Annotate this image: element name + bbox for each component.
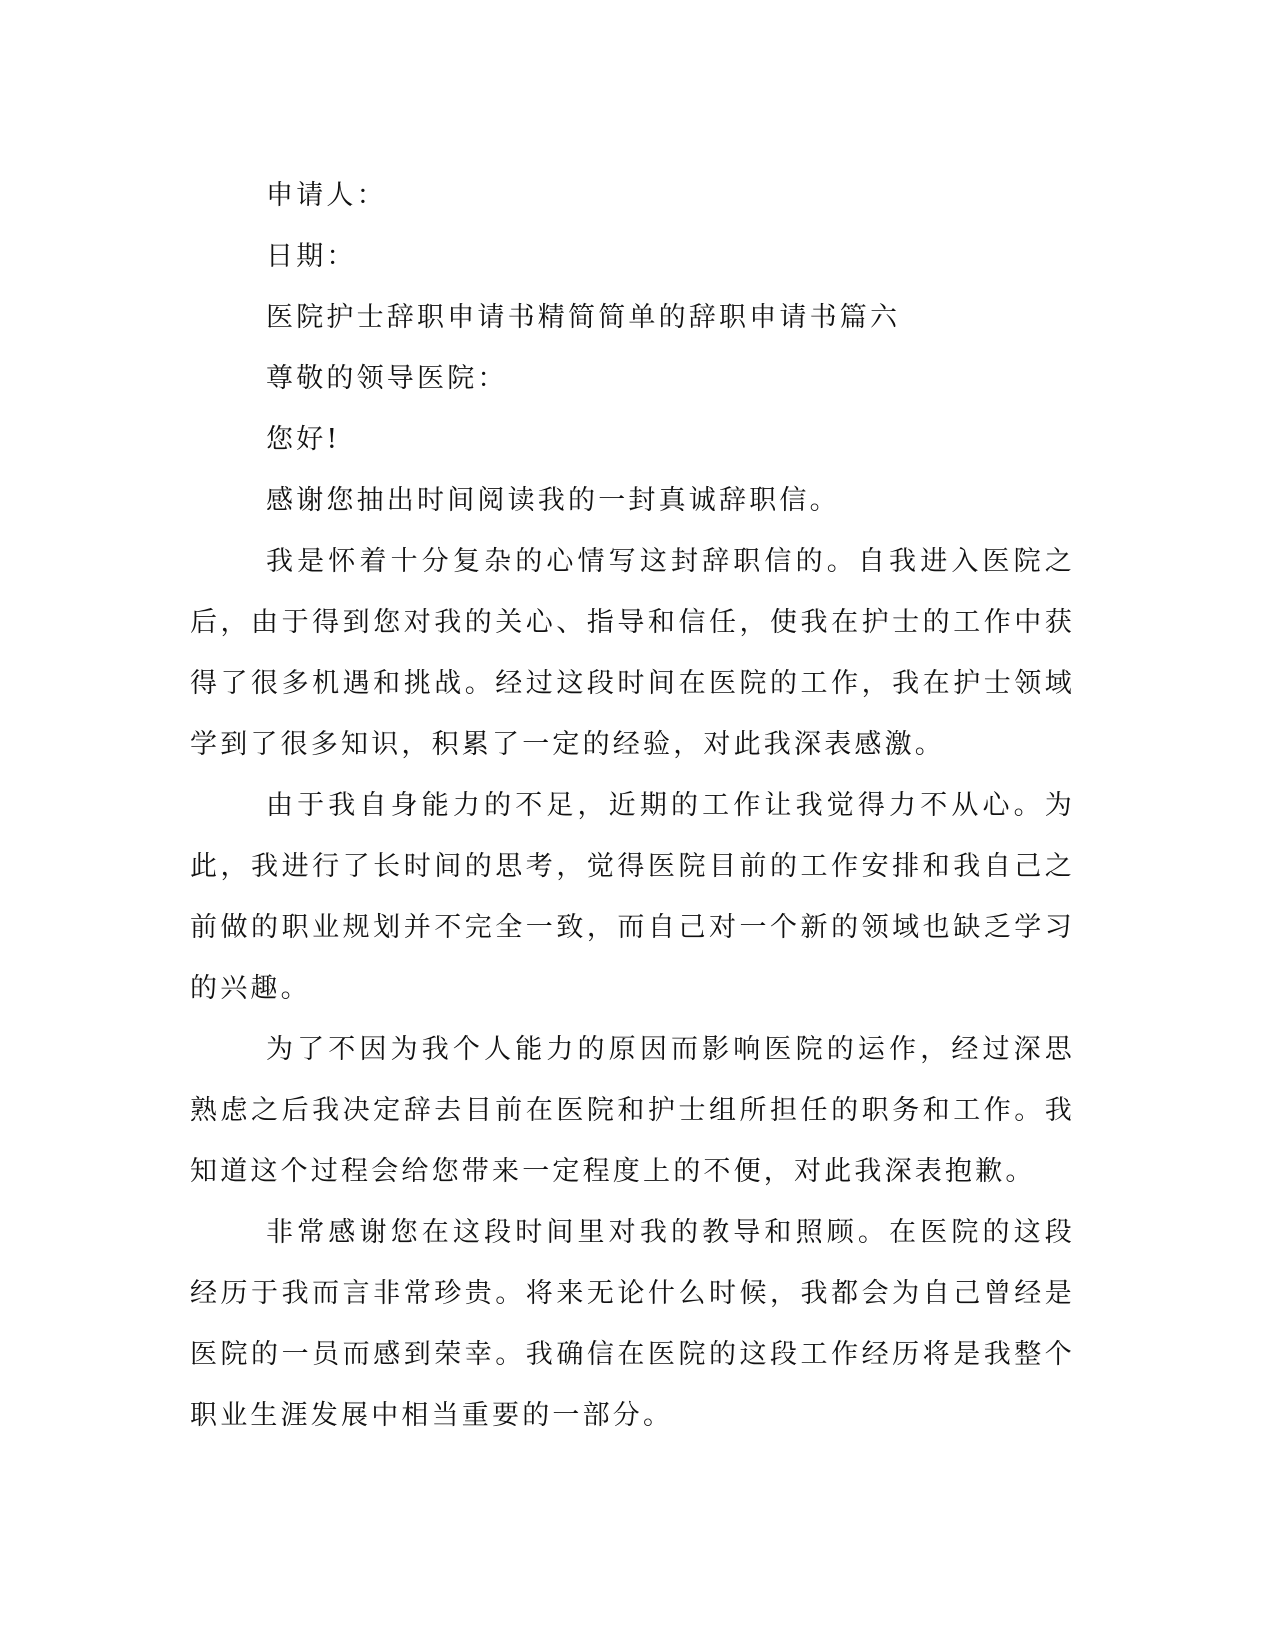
letter-body: [190, 165, 1075, 1446]
paragraph: 我是怀着十分复杂的心情写这封辞职信的。自我进入医院之后，由于得到您对我的关心、指导和信任，使我在护士的工作中获得了很多机遇和挑战。经过这段时间在医院的工作，我在护士领域学到了很多知识，积累了一定的经验，对此我深表感激。: [190, 546, 1075, 760]
paragraph: 非常感谢您在这段时间里对我的教导和照顾。在医院的这段经历于我而言非常珍贵。将来无论什么时候，我都会为自己曾经是医院的一员而感到荣幸。我确信在医院的这段工作经历将是我整个职业生涯发展中相当重要的一部分。: [190, 1217, 1075, 1431]
letter-heading: 医院护士辞职申请书精简简单的辞职申请书篇六: [266, 302, 901, 333]
salutation: 尊敬的领导医院：: [266, 363, 508, 394]
paragraph: 由于我自身能力的不足，近期的工作让我觉得力不从心。为此，我进行了长时间的思考，觉得医院目前的工作安排和我自己之前做的职业规划并不完全一致，而自己对一个新的领域也缺乏学习的兴趣。: [190, 790, 1075, 1004]
applicant-label: 申请人：: [266, 180, 387, 211]
date-label: 日期：: [266, 241, 357, 272]
intro-sentence: 感谢您抽出时间阅读我的一封真诚辞职信。: [266, 485, 840, 516]
paragraph: 为了不因为我个人能力的原因而影响医院的运作，经过深思熟虑之后我决定辞去目前在医院和护士组所担任的职务和工作。我知道这个过程会给您带来一定程度上的不便，对此我深表抱歉。: [190, 1034, 1075, 1187]
greeting: 您好!: [266, 424, 341, 455]
